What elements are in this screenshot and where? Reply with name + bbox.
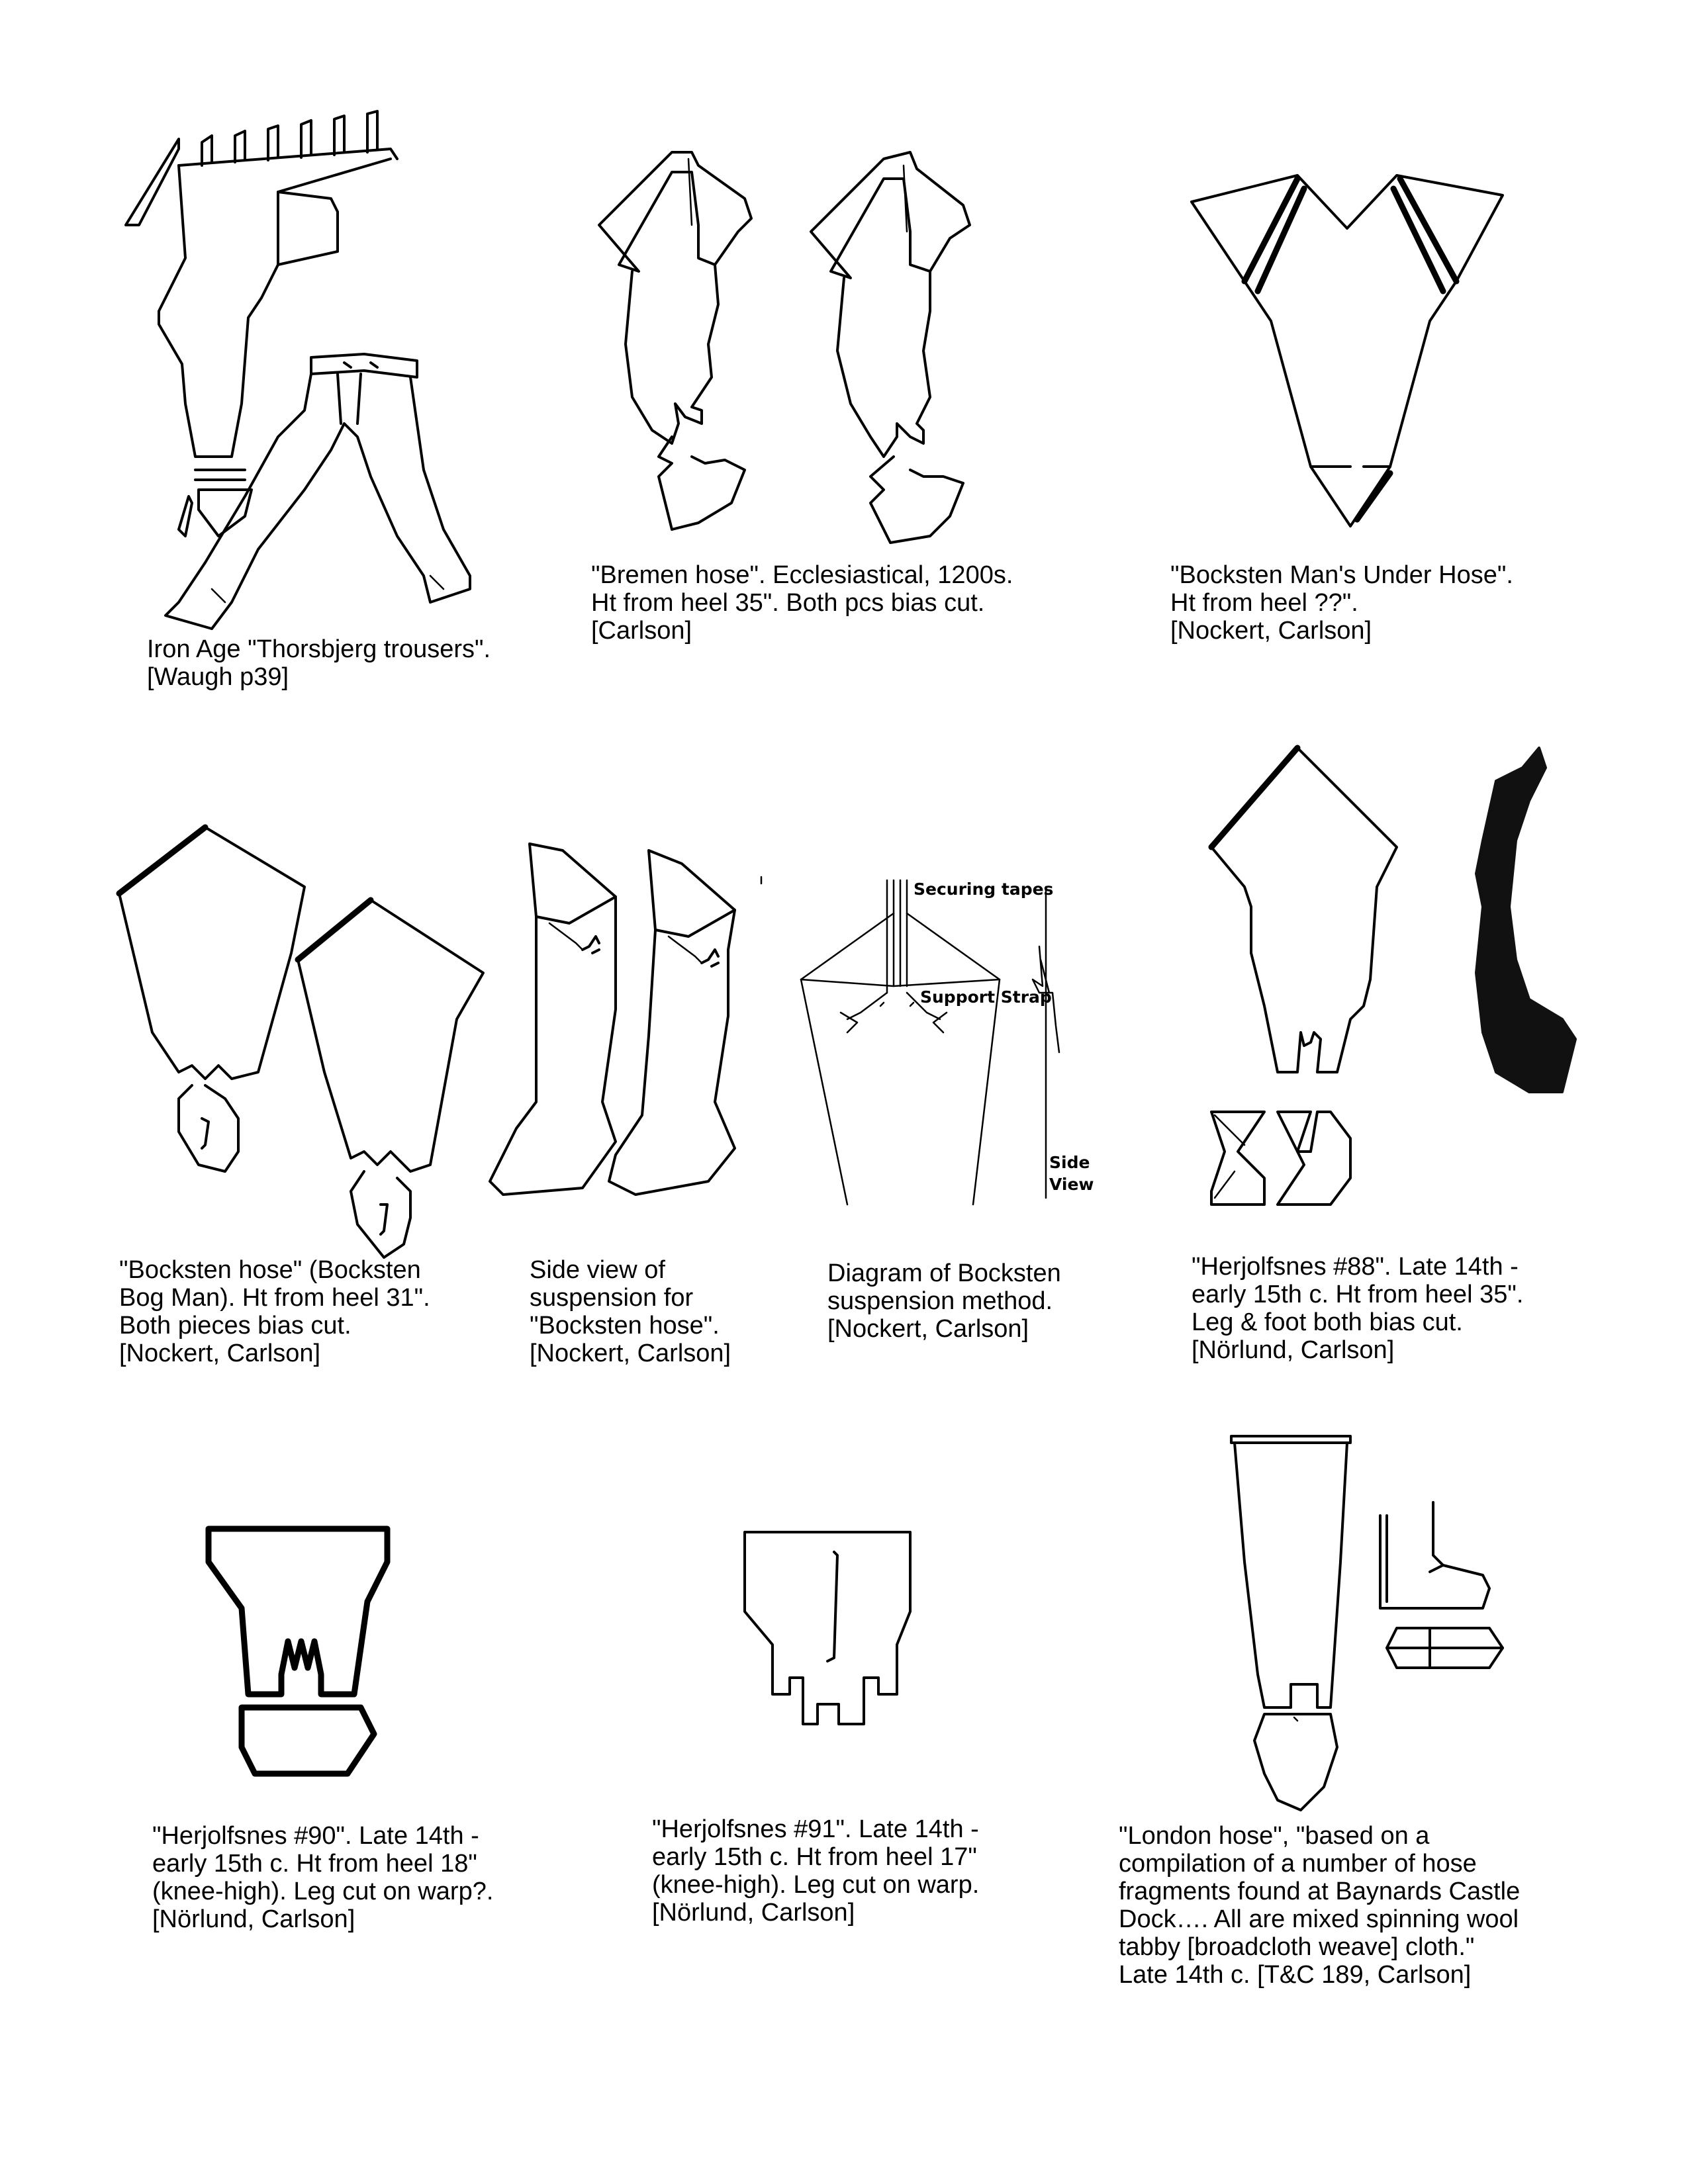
bocksten-hose-illustration [113, 821, 483, 1264]
caption-line: [Carlson] [591, 617, 692, 645]
herjolfsnes-88-illustration [1205, 741, 1575, 1191]
caption-line: [Nockert, Carlson] [530, 1340, 731, 1367]
caption-line: Bog Man). Ht from heel 31". [119, 1284, 430, 1312]
caption-line: suspension method. [827, 1287, 1053, 1315]
caption-herjolfsnes-91 [652, 1815, 979, 1927]
bocksten-under-hose-illustration [1185, 169, 1509, 526]
caption-bocksten-under [1170, 561, 1513, 645]
caption-line: [Nockert, Carlson] [827, 1315, 1029, 1343]
support-strap-label: Support Strap [920, 987, 1052, 1007]
thorsbjerg-trousers-illustration [113, 99, 457, 635]
caption-line: (knee-high). Leg cut on warp. [652, 1871, 980, 1899]
caption-line: Late 14th c. [T&C 189, Carlson] [1119, 1961, 1472, 1989]
caption-london [1119, 1822, 1520, 1989]
caption-line: Diagram of Bocksten [827, 1259, 1061, 1287]
caption-line: Both pieces bias cut. [119, 1312, 352, 1340]
caption-line: [Nörlund, Carlson] [1192, 1336, 1395, 1364]
bremen-hose-illustration [592, 146, 1096, 543]
caption-line: early 15th c. Ht from heel 17" [652, 1843, 977, 1871]
caption-herjolfsnes-90 [152, 1822, 493, 1933]
caption-line: Leg & foot both bias cut. [1192, 1308, 1463, 1336]
caption-bocksten-hose [119, 1256, 430, 1367]
caption-line: Iron Age "Thorsbjerg trousers". [147, 635, 491, 663]
caption-herjolfsnes-88 [1192, 1253, 1523, 1364]
caption-diagram [827, 1259, 1061, 1343]
caption-line: [Nörlund, Carlson] [152, 1905, 355, 1933]
caption-line: [Nockert, Carlson] [1170, 617, 1372, 645]
caption-line: early 15th c. Ht from heel 18" [152, 1850, 477, 1878]
caption-line: "Herjolfsnes #88". Late 14th - [1192, 1253, 1519, 1281]
caption-line: "Bocksten Man's Under Hose". [1170, 561, 1513, 589]
caption-line: "London hose", "based on a [1119, 1822, 1430, 1850]
herjolfsnes-90-illustration [202, 1522, 400, 1787]
caption-line: fragments found at Baynards Castle [1119, 1878, 1521, 1905]
caption-line: [Waugh p39] [147, 663, 289, 691]
side-view-boots-illustration [483, 837, 781, 1208]
caption-line: early 15th c. Ht from heel 35". [1192, 1281, 1524, 1308]
caption-line: "Herjolfsnes #90". Late 14th - [152, 1822, 479, 1850]
caption-line: "Bocksten hose" (Bocksten [119, 1256, 421, 1284]
caption-line: suspension for [530, 1284, 694, 1312]
caption-line: compilation of a number of hose [1119, 1850, 1477, 1878]
caption-line: [Nörlund, Carlson] [652, 1899, 855, 1927]
caption-side-view [530, 1256, 731, 1367]
london-hose-illustration [1218, 1430, 1509, 1813]
caption-line: [Nockert, Carlson] [119, 1340, 321, 1367]
caption-line: Dock…. All are mixed spinning wool [1119, 1905, 1519, 1933]
herjolfsnes-91-illustration [738, 1525, 917, 1737]
caption-line: "Bremen hose". Ecclesiastical, 1200s. [591, 561, 1013, 589]
caption-line: Ht from heel 35". Both pcs bias cut. [591, 589, 985, 617]
securing-tapes-label: Securing tapes [914, 880, 1054, 899]
caption-line: "Herjolfsnes #91". Late 14th - [652, 1815, 979, 1843]
caption-line: "Bocksten hose". [530, 1312, 720, 1340]
caption-bremen [591, 561, 1013, 645]
caption-line: Ht from heel ??". [1170, 589, 1358, 617]
suspension-diagram [794, 880, 1105, 1211]
caption-line: tabby [broadcloth weave] cloth." [1119, 1933, 1475, 1961]
caption-line: Side view of [530, 1256, 665, 1284]
view-label: View [1049, 1175, 1094, 1194]
side-label: Side [1049, 1153, 1090, 1172]
caption-line: (knee-high). Leg cut on warp?. [152, 1878, 494, 1905]
caption-thorsbjerg [147, 635, 491, 691]
